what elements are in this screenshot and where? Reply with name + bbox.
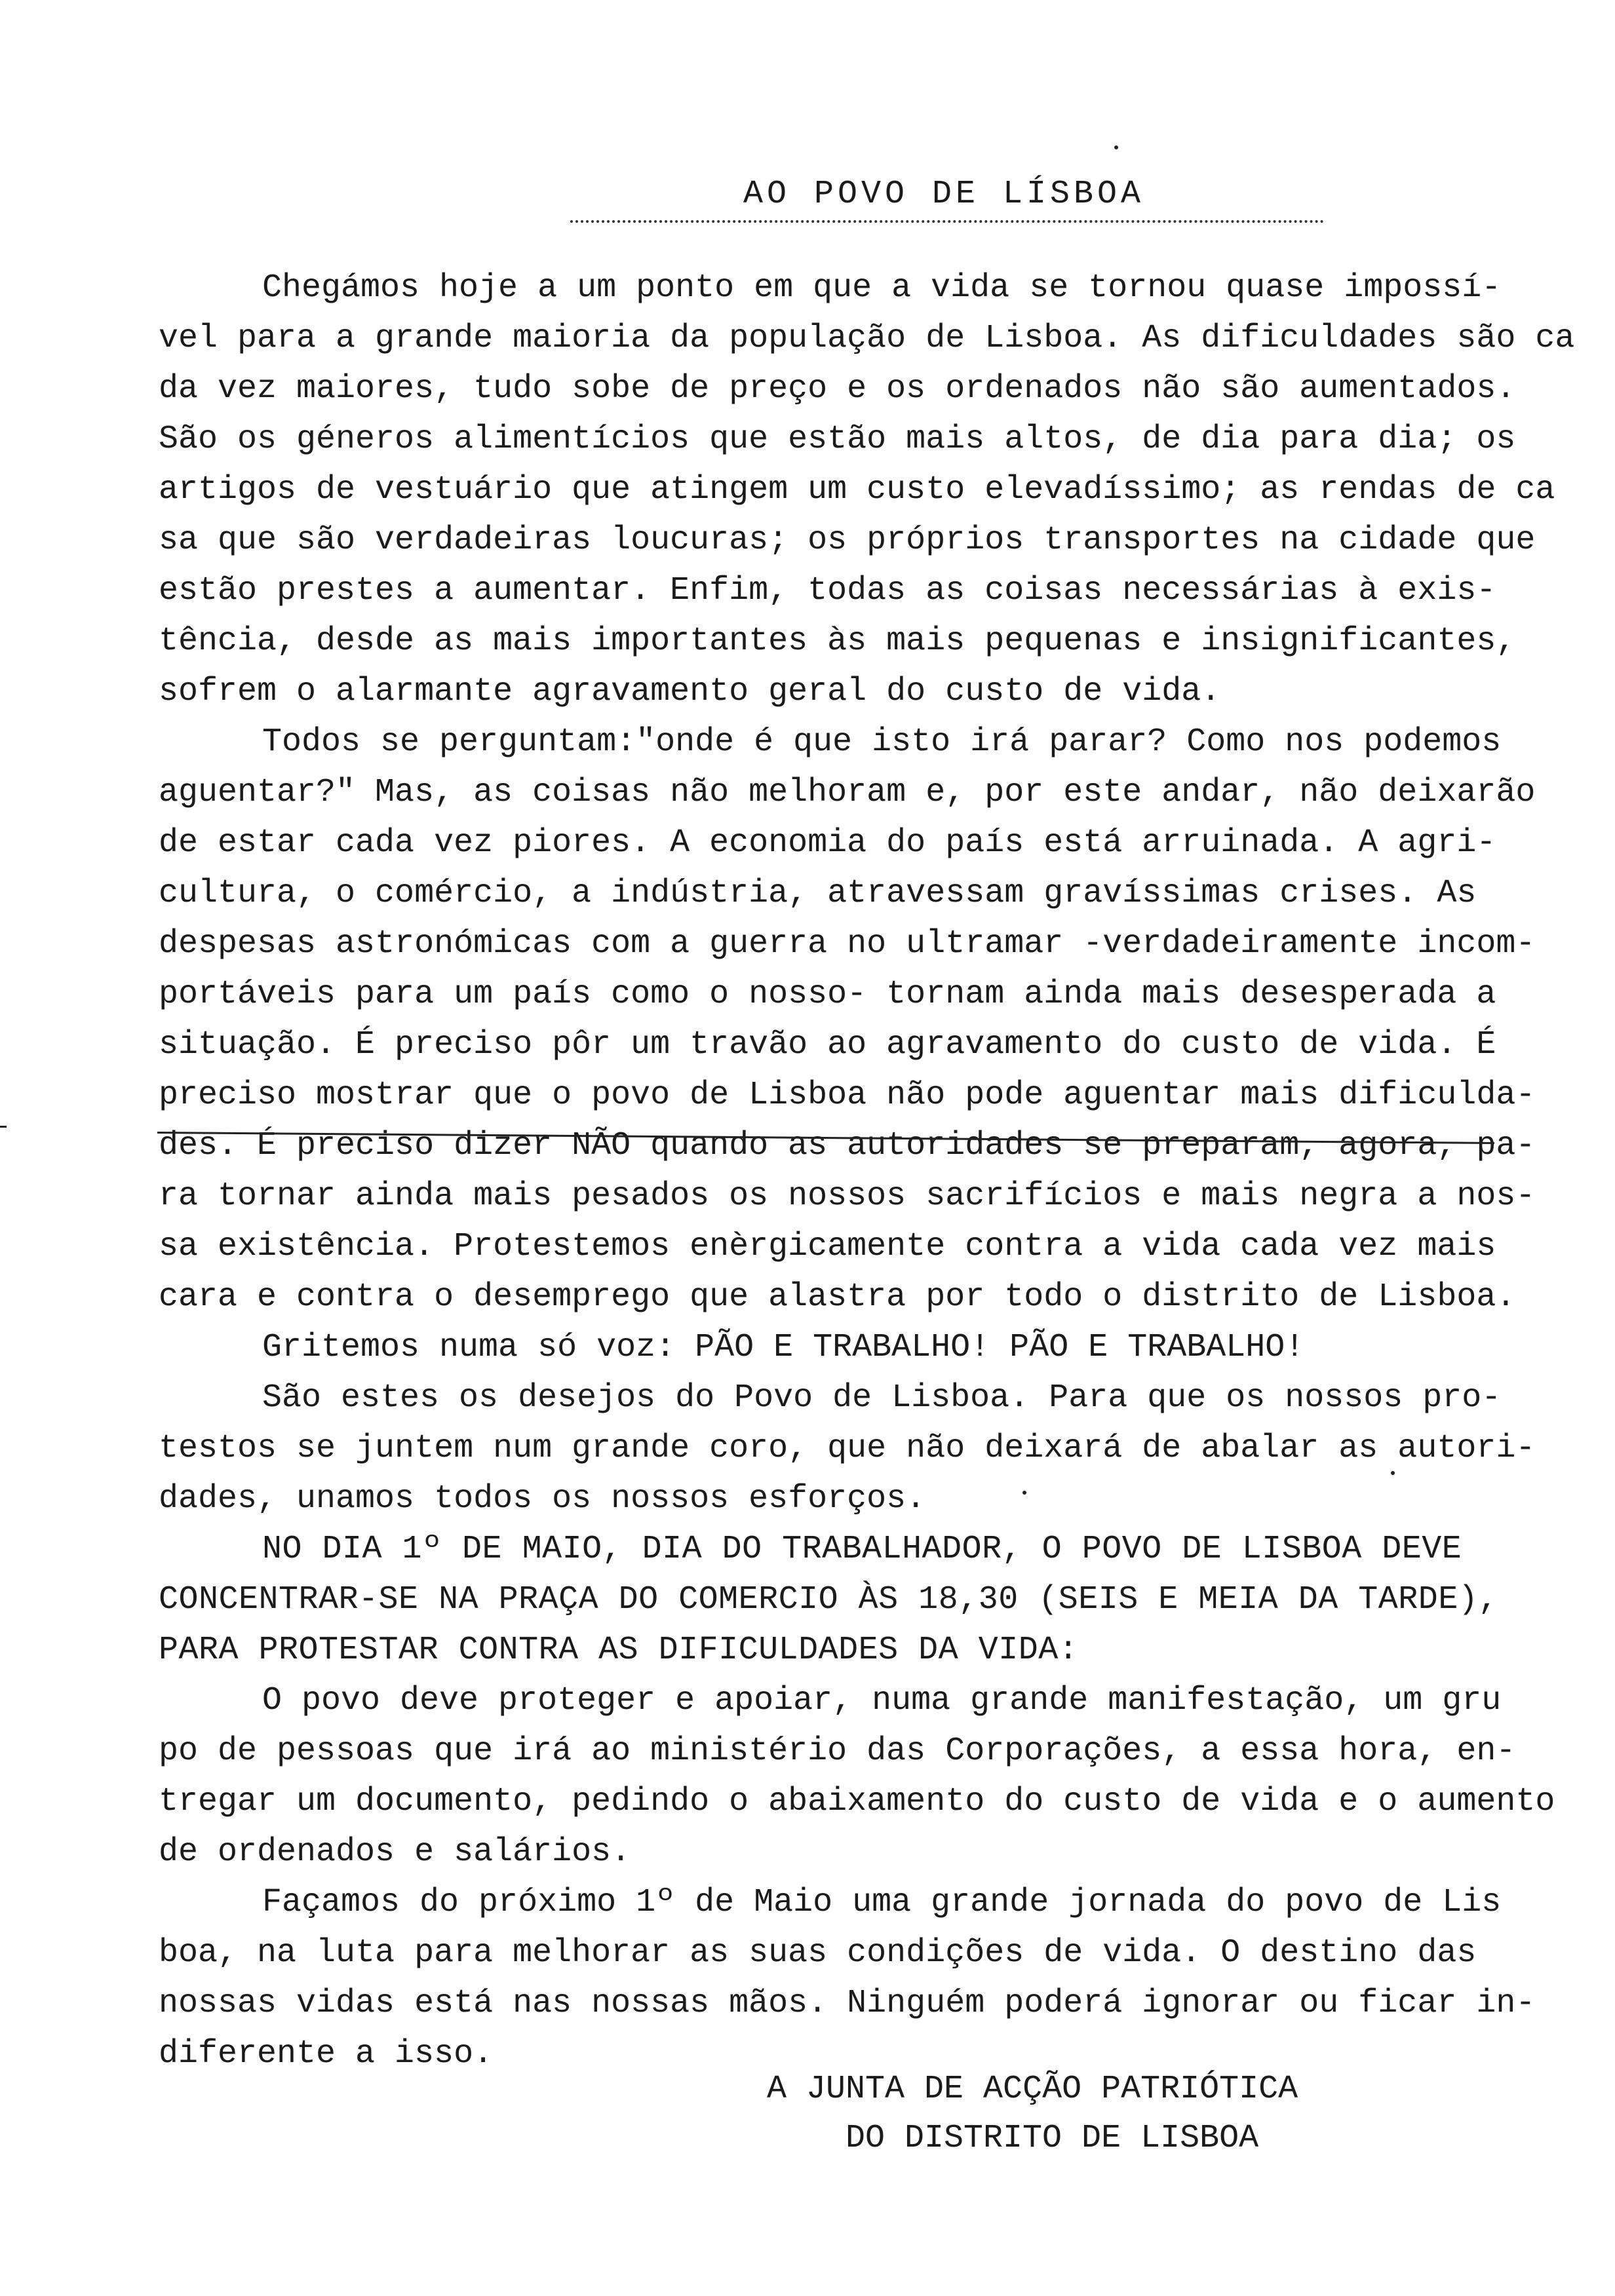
body-line: O povo deve proteger e apoiar, numa grande manifestação, um gru (262, 1682, 1502, 1719)
body-line: Chegámos hoje a um ponto em que a vida se tornou quase impossí- (262, 269, 1502, 307)
body-line: PARA PROTESTAR CONTRA AS DIFICULDADES DA VIDA: (159, 1632, 1079, 1669)
body-line: Gritemos numa só voz: PÃO E TRABALHO! PÃO E TRABALHO! (262, 1329, 1305, 1366)
body-line: diferente a isso. (159, 2035, 494, 2073)
body-line: sa que são verdadeiras loucuras; os próprios transportes na cidade que (159, 522, 1536, 559)
body-line: testos se juntem num grande coro, que não deixará de abalar as autori- (159, 1430, 1536, 1467)
body-line: vel para a grande maioria da população de Lisboa. As dificuldades são ca (159, 320, 1575, 357)
body-line: NO DIA 1º DE MAIO, DIA DO TRABALHADOR, O POVO DE LISBOA DEVE (262, 1531, 1462, 1568)
body-line: sofrem o alarmante agravamento geral do custo de vida. (159, 673, 1221, 710)
body-line: po de pessoas que irá ao ministério das Corporações, a essa hora, en- (159, 1732, 1516, 1770)
body-line: cara e contra o desemprego que alastra por todo o distrito de Lisboa. (159, 1278, 1516, 1316)
signature-line: DO DISTRITO DE LISBOA (846, 2120, 1259, 2157)
body-line: tregar um documento, pedindo o abaixamento do custo de vida e o aumento (159, 1783, 1555, 1820)
body-line: nossas vidas está nas nossas mãos. Ninguém poderá ignorar ou ficar in- (159, 1985, 1536, 2022)
ink-speck (1022, 1491, 1026, 1495)
body-line: dades, unamos todos os nossos esforços. (159, 1480, 926, 1518)
body-line: Todos se perguntam:"onde é que isto irá parar? Como nos podemos (262, 723, 1502, 761)
body-line: cultura, o comércio, a indústria, atravessam gravíssimas crises. As (159, 875, 1477, 912)
body-line: aguentar?" Mas, as coisas não melhoram e, por este andar, não deixarão (159, 774, 1536, 811)
body-line: artigos de vestuário que atingem um custo elevadíssimo; as rendas de ca (159, 471, 1555, 508)
body-line: situação. É preciso pôr um travão ao agravamento do custo de vida. É (159, 1026, 1496, 1063)
body-line: Façamos do próximo 1º de Maio uma grande jornada do povo de Lis (262, 1884, 1502, 1921)
document-title: AO POVO DE LÍSBOA (743, 176, 1145, 213)
body-line: portáveis para um país como o nosso- tornam ainda mais desesperada a (159, 976, 1496, 1013)
body-line: tência, desde as mais importantes às mais pequenas e insignificantes, (159, 622, 1516, 660)
body-line: des. É preciso dizer NÃO quando as autoridades se preparam, agora, pa- (159, 1127, 1536, 1164)
signature-line: A JUNTA DE ACÇÃO PATRIÓTICA (767, 2071, 1298, 2108)
title-underline (570, 220, 1324, 223)
body-line: despesas astronómicas com a guerra no ultramar -verdadeiramente incom- (159, 925, 1536, 963)
body-line: de estar cada vez piores. A economia do país está arruinada. A agri- (159, 824, 1496, 862)
body-line: estão prestes a aumentar. Enfim, todas as coisas necessárias à exis- (159, 572, 1496, 609)
body-line: ra tornar ainda mais pesados os nossos sacrifícios e mais negra a nos- (159, 1177, 1536, 1215)
ink-speck (1114, 145, 1118, 149)
body-line: da vez maiores, tudo sobe de preço e os ordenados não são aumentados. (159, 370, 1516, 408)
body-line: boa, na luta para melhorar as suas condições de vida. O destino das (159, 1934, 1477, 1972)
body-line: CONCENTRAR-SE NA PRAÇA DO COMERCIO ÀS 18,30 (SEIS E MEIA DA TARDE), (159, 1581, 1498, 1618)
margin-mark (0, 1126, 7, 1128)
body-line: preciso mostrar que o povo de Lisboa não pode aguentar mais dificulda- (159, 1077, 1536, 1114)
body-line: São estes os desejos do Povo de Lisboa. Para que os nossos pro- (262, 1379, 1502, 1417)
body-line: São os géneros alimentícios que estão mais altos, de dia para dia; os (159, 421, 1516, 458)
body-line: sa existência. Protestemos enèrgicamente contra a vida cada vez mais (159, 1228, 1496, 1265)
body-line: de ordenados e salários. (159, 1833, 631, 1871)
ink-speck (1391, 1471, 1395, 1475)
